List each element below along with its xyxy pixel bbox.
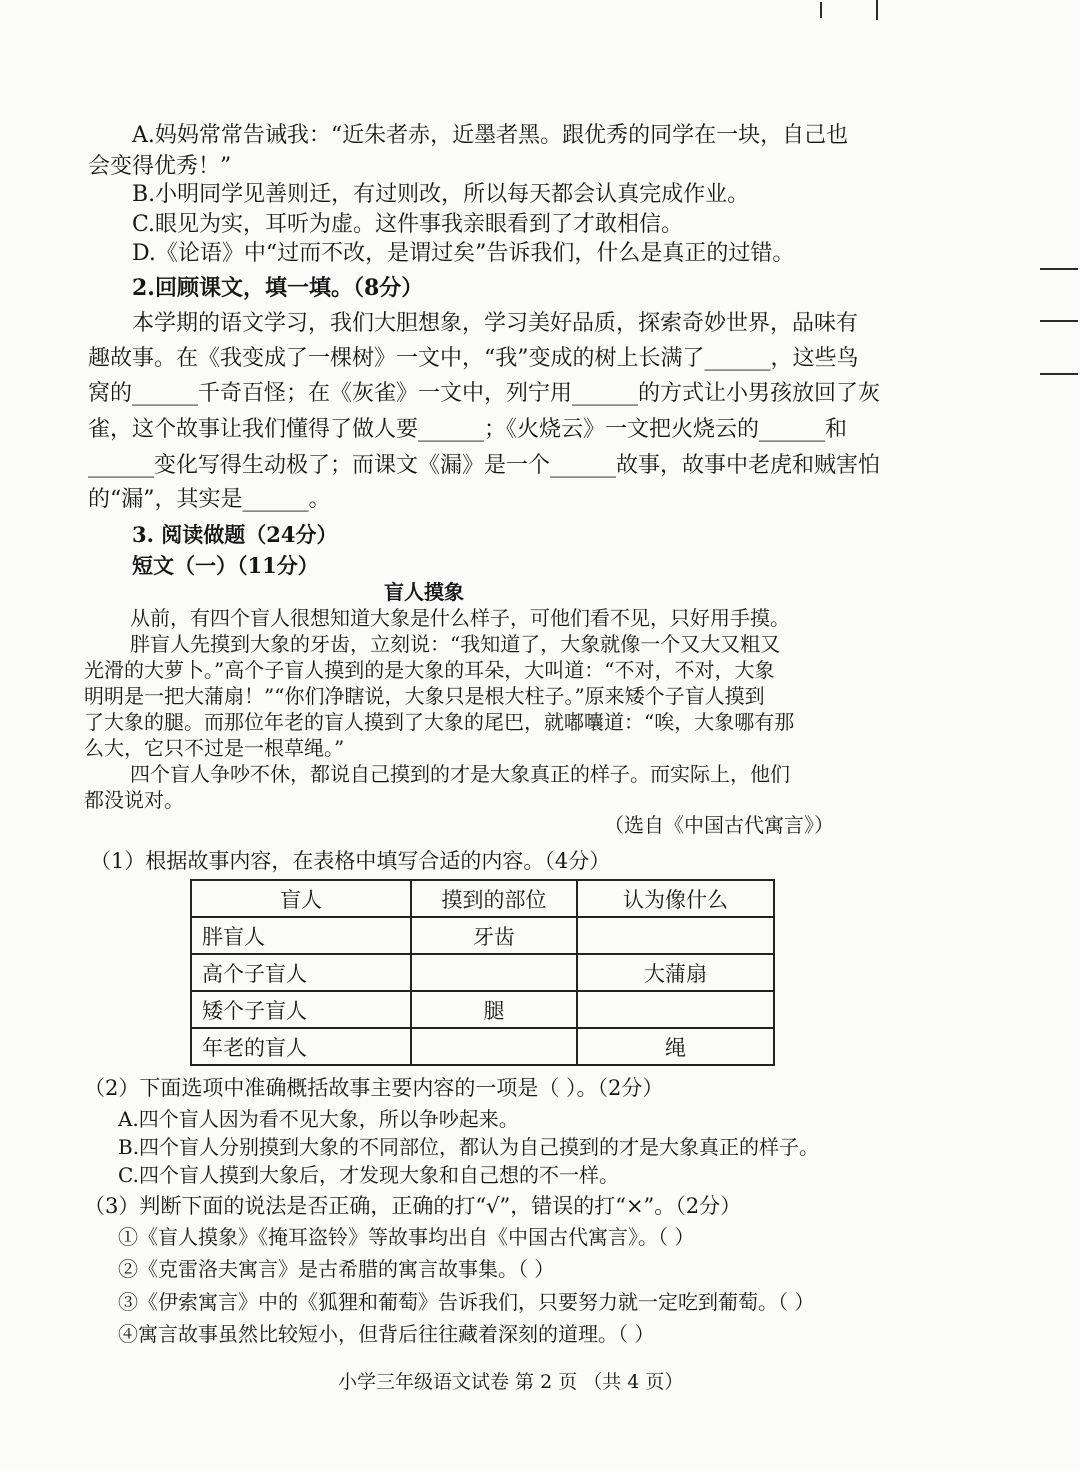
q1-option-a-line2: 会变得优秀！”: [88, 154, 232, 179]
table-row: [191, 991, 774, 1028]
q1-option-b: B.小明同学见善则迁，有过则改，所以每天都会认真完成作业。: [132, 182, 750, 207]
table-cell-blank[interactable]: [411, 1028, 577, 1065]
passage-line: 么大，它只不过是一根草绳。”: [84, 736, 345, 760]
q2-text-line: ______变化写得生动极了；而课文《漏》是一个______故事，故事中老虎和贼害怕: [88, 453, 881, 478]
subquestion-2-option: B.四个盲人分别摸到大象的不同部位，都认为自己摸到的才是大象真正的样子。: [118, 1135, 820, 1159]
table-cell: 矮个子盲人: [191, 991, 411, 1028]
q3-heading: 3. 阅读做题（24分）: [132, 522, 338, 547]
table-cell-blank[interactable]: [577, 991, 774, 1028]
answer-table: [190, 879, 775, 1066]
subquestion-2-option: A.四个盲人因为看不见大象，所以争吵起来。: [118, 1107, 519, 1131]
table-cell: 高个子盲人: [191, 954, 411, 991]
scan-mark: [820, 2, 822, 18]
passage-line: 都没说对。: [84, 788, 184, 812]
subquestion-3-item: ②《克雷洛夫寓言》是古希腊的寓言故事集。（ ）: [118, 1257, 555, 1281]
q2-text-line: 的“漏”，其实是______。: [88, 487, 331, 512]
table-cell-blank[interactable]: [411, 954, 577, 991]
table-cell-blank[interactable]: [577, 917, 774, 954]
page-footer: 小学三年级语文试卷 第 2 页 （共 4 页）: [338, 1371, 684, 1393]
table-row: [191, 954, 774, 991]
q1-option-d: D.《论语》中“过而不改，是谓过矣”告诉我们，什么是真正的过错。: [132, 241, 795, 266]
subquestion-3-item: ④寓言故事虽然比较短小，但背后往往藏着深刻的道理。（ ）: [118, 1322, 655, 1346]
scan-mark: [1040, 373, 1078, 375]
table-cell: 绳: [577, 1028, 774, 1065]
subquestion-2: （2）下面选项中准确概括故事主要内容的一项是（ ）。（2分）: [84, 1076, 664, 1100]
table-row: [191, 1028, 774, 1065]
table-header: 盲人: [191, 880, 411, 917]
passage-line: 了大象的腿。而那位年老的盲人摸到了大象的尾巴，就嘟囔道：“唉，大象哪有那: [84, 710, 795, 734]
passage-line: 明明是一把大蒲扇！”“你们净瞎说，大象只是根大柱子。”原来矮个子盲人摸到: [84, 684, 765, 708]
subquestion-3: （3）判断下面的说法是否正确，正确的打“√”，错误的打“×”。（2分）: [84, 1194, 742, 1218]
subquestion-3-item: ③《伊索寓言》中的《狐狸和葡萄》告诉我们，只要努力就一定吃到葡萄。（ ）: [118, 1290, 815, 1314]
scan-mark: [876, 0, 878, 20]
q2-heading: 2.回顾课文，填一填。（8分）: [132, 275, 424, 301]
scan-mark: [1040, 320, 1078, 322]
q2-text-line: 本学期的语文学习，我们大胆想象，学习美好品质，探索奇妙世界，品味有: [132, 311, 859, 336]
passage-line: 光滑的大萝卜。”高个子盲人摸到的是大象的耳朵，大叫道：“不对，不对，大象: [84, 658, 775, 682]
subquestion-3-item: ①《盲人摸象》《掩耳盗铃》等故事均出自《中国古代寓言》。（ ）: [118, 1225, 695, 1249]
q1-option-a-line1: A.妈妈常常告诫我：“近朱者赤，近墨者黑。跟优秀的同学在一块，自己也: [132, 123, 849, 148]
q1-option-c: C.眼见为实，耳听为虚。这件事我亲眼看到了才敢相信。: [132, 212, 684, 237]
passage-line: 四个盲人争吵不休，都说自己摸到的才是大象真正的样子。而实际上，他们: [130, 762, 790, 786]
passage-line: 从前，有四个盲人很想知道大象是什么样子，可他们看不见，只好用手摸。: [130, 606, 790, 630]
scan-mark: [1040, 268, 1078, 270]
table-row: [191, 917, 774, 954]
q2-text-line: 趣故事。在《我变成了一棵树》一文中，“我”变成的树上长满了______，这些鸟: [88, 346, 859, 371]
passage-line: 胖盲人先摸到大象的牙齿，立刻说：“我知道了，大象就像一个又大又粗又: [130, 632, 781, 656]
q3-subheading: 短文（一）（11分）: [132, 553, 319, 578]
table-cell: 牙齿: [411, 917, 577, 954]
table-header: 摸到的部位: [411, 880, 577, 917]
table-cell: 年老的盲人: [191, 1028, 411, 1065]
subquestion-2-option: C.四个盲人摸到大象后，才发现大象和自己想的不一样。: [118, 1163, 619, 1187]
passage-source: （选自《中国古代寓言》）: [604, 813, 834, 837]
table-cell: 胖盲人: [191, 917, 411, 954]
table-header: 认为像什么: [577, 880, 774, 917]
table-cell: 腿: [411, 991, 577, 1028]
q2-text-line: 窝的______千奇百怪；在《灰雀》一文中，列宁用______的方式让小男孩放回了灰: [88, 381, 881, 406]
table-header-row: [191, 880, 774, 917]
q2-text-line: 雀，这个故事让我们懂得了做人要______；《火烧云》一文把火烧云的______和: [88, 417, 848, 442]
subquestion-1: （1）根据故事内容，在表格中填写合适的内容。（4分）: [90, 849, 611, 873]
passage-title: 盲人摸象: [384, 580, 464, 604]
table-cell: 大蒲扇: [577, 954, 774, 991]
